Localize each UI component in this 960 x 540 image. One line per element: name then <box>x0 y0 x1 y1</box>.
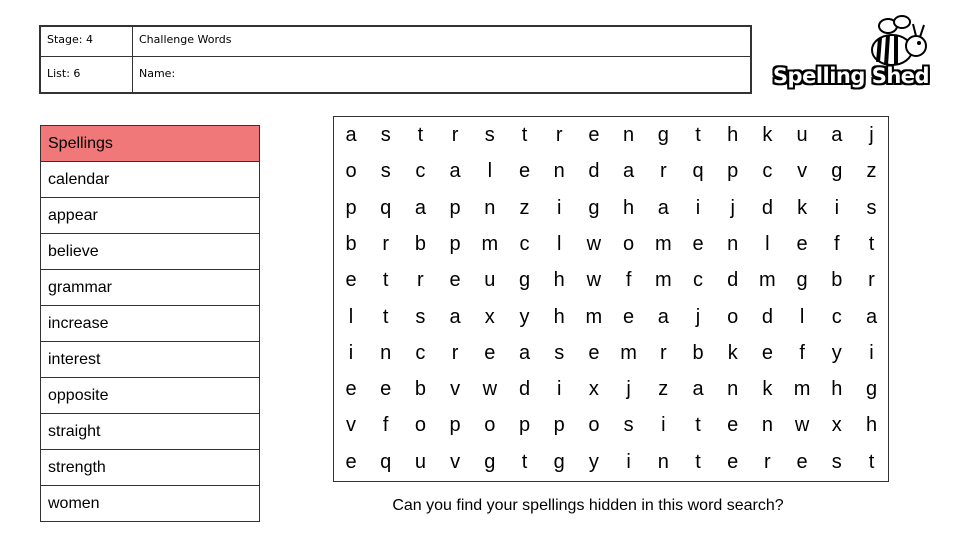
grid-letter: x <box>484 305 495 328</box>
grid-letter: r <box>451 124 459 146</box>
grid-letter: g <box>831 160 843 183</box>
grid-letter: v <box>797 160 808 183</box>
spelling-shed-logo <box>770 10 932 100</box>
info-box <box>39 25 752 94</box>
info-box-divider <box>41 56 750 57</box>
grid-letter: p <box>727 160 739 183</box>
grid-letter: j <box>695 305 701 328</box>
grid-letter: s <box>415 305 426 328</box>
grid-letter: b <box>692 341 704 364</box>
grid-letter: p <box>449 232 461 255</box>
grid-letter: a <box>623 160 635 183</box>
grid-letter: e <box>588 341 600 364</box>
grid-letter: w <box>482 378 498 401</box>
grid-letter: r <box>764 450 771 473</box>
grid-letter: b <box>345 232 357 255</box>
spelling-word: opposite <box>40 378 260 414</box>
grid-letter: e <box>727 414 739 437</box>
grid-letter: i <box>695 196 701 219</box>
spelling-word: interest <box>40 342 260 378</box>
grid-letter: c <box>415 160 426 183</box>
spellings-heading: Spellings <box>40 125 260 162</box>
grid-letter: t <box>382 305 389 328</box>
grid-letter: o <box>623 232 635 255</box>
grid-letter: j <box>730 196 735 219</box>
grid-letter: t <box>521 450 528 473</box>
grid-letter: s <box>554 341 565 364</box>
grid-letter: e <box>588 124 600 146</box>
grid-letter: u <box>414 450 426 473</box>
grid-letter: n <box>553 160 565 183</box>
grid-letter: e <box>796 450 808 473</box>
spelling-word: appear <box>40 198 260 234</box>
grid-letter: o <box>414 414 426 437</box>
grid-letter: e <box>345 450 357 473</box>
grid-letter: i <box>348 341 354 364</box>
grid-letter: j <box>869 124 874 146</box>
grid-letter: g <box>657 124 669 146</box>
grid-letter: a <box>831 124 843 146</box>
grid-letter: l <box>556 232 562 255</box>
grid-letter: a <box>657 305 669 328</box>
grid-letter: g <box>796 269 808 292</box>
grid-letter: h <box>865 414 878 437</box>
spelling-word: straight <box>40 414 260 450</box>
grid-letter: e <box>796 232 808 255</box>
grid-letter: p <box>553 414 565 437</box>
grid-letter: y <box>831 341 842 364</box>
grid-letter: d <box>518 378 531 401</box>
worksheet-title: Challenge Words <box>139 33 232 46</box>
spelling-word: increase <box>40 306 260 342</box>
grid-letter: n <box>623 124 635 146</box>
grid-letter: r <box>382 232 390 255</box>
grid-letter: w <box>586 232 602 255</box>
grid-letter: b <box>414 378 426 401</box>
logo-text: Spelling Shed <box>772 64 930 88</box>
grid-letter: t <box>868 232 875 255</box>
grid-letter: r <box>451 341 459 364</box>
grid-letter: n <box>761 414 773 437</box>
grid-letter: o <box>345 160 357 183</box>
grid-letter: g <box>588 196 600 219</box>
grid-letter: n <box>657 450 669 473</box>
grid-letter: z <box>866 160 877 183</box>
grid-letter: g <box>865 378 878 401</box>
grid-letter: p <box>449 414 461 437</box>
grid-letter: a <box>692 378 704 401</box>
grid-letter: i <box>661 414 666 437</box>
grid-letter: p <box>518 414 531 437</box>
grid-letter: s <box>484 124 495 146</box>
grid-letter: o <box>588 414 600 437</box>
grid-letter: i <box>556 378 562 401</box>
grid-letter: a <box>865 305 878 328</box>
grid-letter: p <box>345 196 357 219</box>
name-field-label: Name: <box>139 67 176 80</box>
grid-letter: a <box>414 196 426 219</box>
grid-letter: o <box>727 305 739 328</box>
grid-letter: i <box>869 341 874 364</box>
grid-letter: n <box>380 341 392 364</box>
grid-letter: d <box>588 160 600 183</box>
grid-letter: k <box>797 196 808 219</box>
grid-letter: v <box>450 450 461 473</box>
grid-letter: r <box>555 124 563 146</box>
grid-letter: m <box>759 269 776 292</box>
grid-letter: t <box>382 269 389 292</box>
grid-letter: g <box>553 450 565 473</box>
grid-letter: c <box>762 160 773 183</box>
grid-letter: m <box>481 232 499 255</box>
grid-letter: v <box>346 414 356 437</box>
grid-letter: x <box>588 378 599 401</box>
grid-letter: d <box>761 305 773 328</box>
grid-letter: d <box>727 269 739 292</box>
grid-letter: c <box>693 269 703 292</box>
grid-letter: f <box>834 232 840 255</box>
grid-letter: b <box>414 232 426 255</box>
grid-letter: k <box>762 124 773 146</box>
grid-letter: z <box>658 378 669 401</box>
grid-letter: c <box>519 232 530 255</box>
stage-label: Stage: 4 <box>47 33 93 46</box>
grid-letter: m <box>620 341 637 364</box>
grid-letter: t <box>695 450 701 473</box>
grid-letter: a <box>449 305 461 328</box>
spellings-list <box>40 125 260 522</box>
grid-letter: e <box>727 450 739 473</box>
grid-letter: k <box>727 341 738 364</box>
grid-letter: h <box>553 305 565 328</box>
grid-letter: t <box>695 124 701 146</box>
grid-letter: v <box>450 378 461 401</box>
grid-letter: t <box>695 414 701 437</box>
grid-letter: a <box>518 341 531 364</box>
spelling-word: believe <box>40 234 260 270</box>
grid-letter: q <box>380 450 392 473</box>
grid-letter: l <box>348 305 354 328</box>
grid-letter: b <box>831 269 843 292</box>
grid-letter: s <box>380 160 391 183</box>
grid-letter: t <box>868 450 875 473</box>
list-label: List: 6 <box>47 67 81 80</box>
grid-letter: u <box>484 269 496 292</box>
grid-letter: e <box>623 305 635 328</box>
info-box-divider <box>132 27 133 92</box>
grid-letter: f <box>382 414 389 437</box>
grid-letter: e <box>484 341 496 364</box>
grid-letter: e <box>761 341 773 364</box>
grid-letter: e <box>345 269 357 292</box>
grid-letter: s <box>380 124 391 146</box>
spelling-word: women <box>40 486 260 522</box>
grid-letter: e <box>380 378 392 401</box>
grid-letter: t <box>521 124 528 146</box>
grid-letter: r <box>659 341 667 364</box>
grid-letter: m <box>654 232 672 255</box>
spelling-word: strength <box>40 450 260 486</box>
grid-letter: h <box>831 378 843 401</box>
grid-letter: k <box>762 378 773 401</box>
grid-letter: f <box>799 341 805 364</box>
grid-letter: e <box>692 232 704 255</box>
grid-letter: n <box>727 378 739 401</box>
grid-letter: t <box>417 124 424 146</box>
grid-letter: x <box>831 414 842 437</box>
grid-letter: m <box>585 305 603 328</box>
grid-letter: z <box>519 196 530 219</box>
grid-letter: d <box>761 196 773 219</box>
grid-letter: i <box>626 450 631 473</box>
grid-letter: e <box>518 160 531 183</box>
grid-letter: w <box>794 414 810 437</box>
grid-letter: i <box>834 196 840 219</box>
grid-letter: s <box>866 196 877 219</box>
grid-letter: r <box>417 269 424 292</box>
grid-letter: l <box>765 232 770 255</box>
grid-letter: h <box>623 196 635 219</box>
grid-letter: a <box>345 124 357 146</box>
grid-letter: n <box>484 196 496 219</box>
word-search-grid <box>333 116 889 482</box>
grid-letter: f <box>625 269 632 292</box>
grid-letter: y <box>588 450 599 473</box>
grid-letter: m <box>793 378 811 401</box>
grid-letter: i <box>556 196 562 219</box>
grid-letter: r <box>659 160 667 183</box>
grid-letter: s <box>831 450 842 473</box>
spelling-word: calendar <box>40 162 260 198</box>
grid-letter: c <box>831 305 842 328</box>
grid-letter: a <box>657 196 669 219</box>
grid-letter: g <box>484 450 496 473</box>
grid-letter: h <box>727 124 739 146</box>
grid-letter: y <box>519 305 530 328</box>
grid-letter: n <box>727 232 739 255</box>
grid-letter: g <box>518 269 531 292</box>
grid-letter: q <box>692 160 704 183</box>
instructions: Can you find your spellings hidden in this word search? <box>392 497 784 514</box>
grid-letter: u <box>796 124 808 146</box>
grid-letter: w <box>586 269 602 292</box>
grid-letter: q <box>380 196 392 219</box>
grid-letter: a <box>449 160 461 183</box>
bee-icon <box>866 12 936 72</box>
grid-letter: e <box>345 378 357 401</box>
grid-letter: l <box>799 305 805 328</box>
grid-letter: h <box>553 269 565 292</box>
grid-letter: m <box>654 269 672 292</box>
spelling-word: grammar <box>40 270 260 306</box>
grid-letter: s <box>623 414 634 437</box>
grid-letter: p <box>449 196 461 219</box>
grid-letter: o <box>484 414 496 437</box>
grid-letter: e <box>449 269 461 292</box>
grid-letter: j <box>626 378 631 401</box>
grid-letter: c <box>415 341 426 364</box>
grid-letter: r <box>868 269 875 292</box>
grid-letter: l <box>487 160 493 183</box>
